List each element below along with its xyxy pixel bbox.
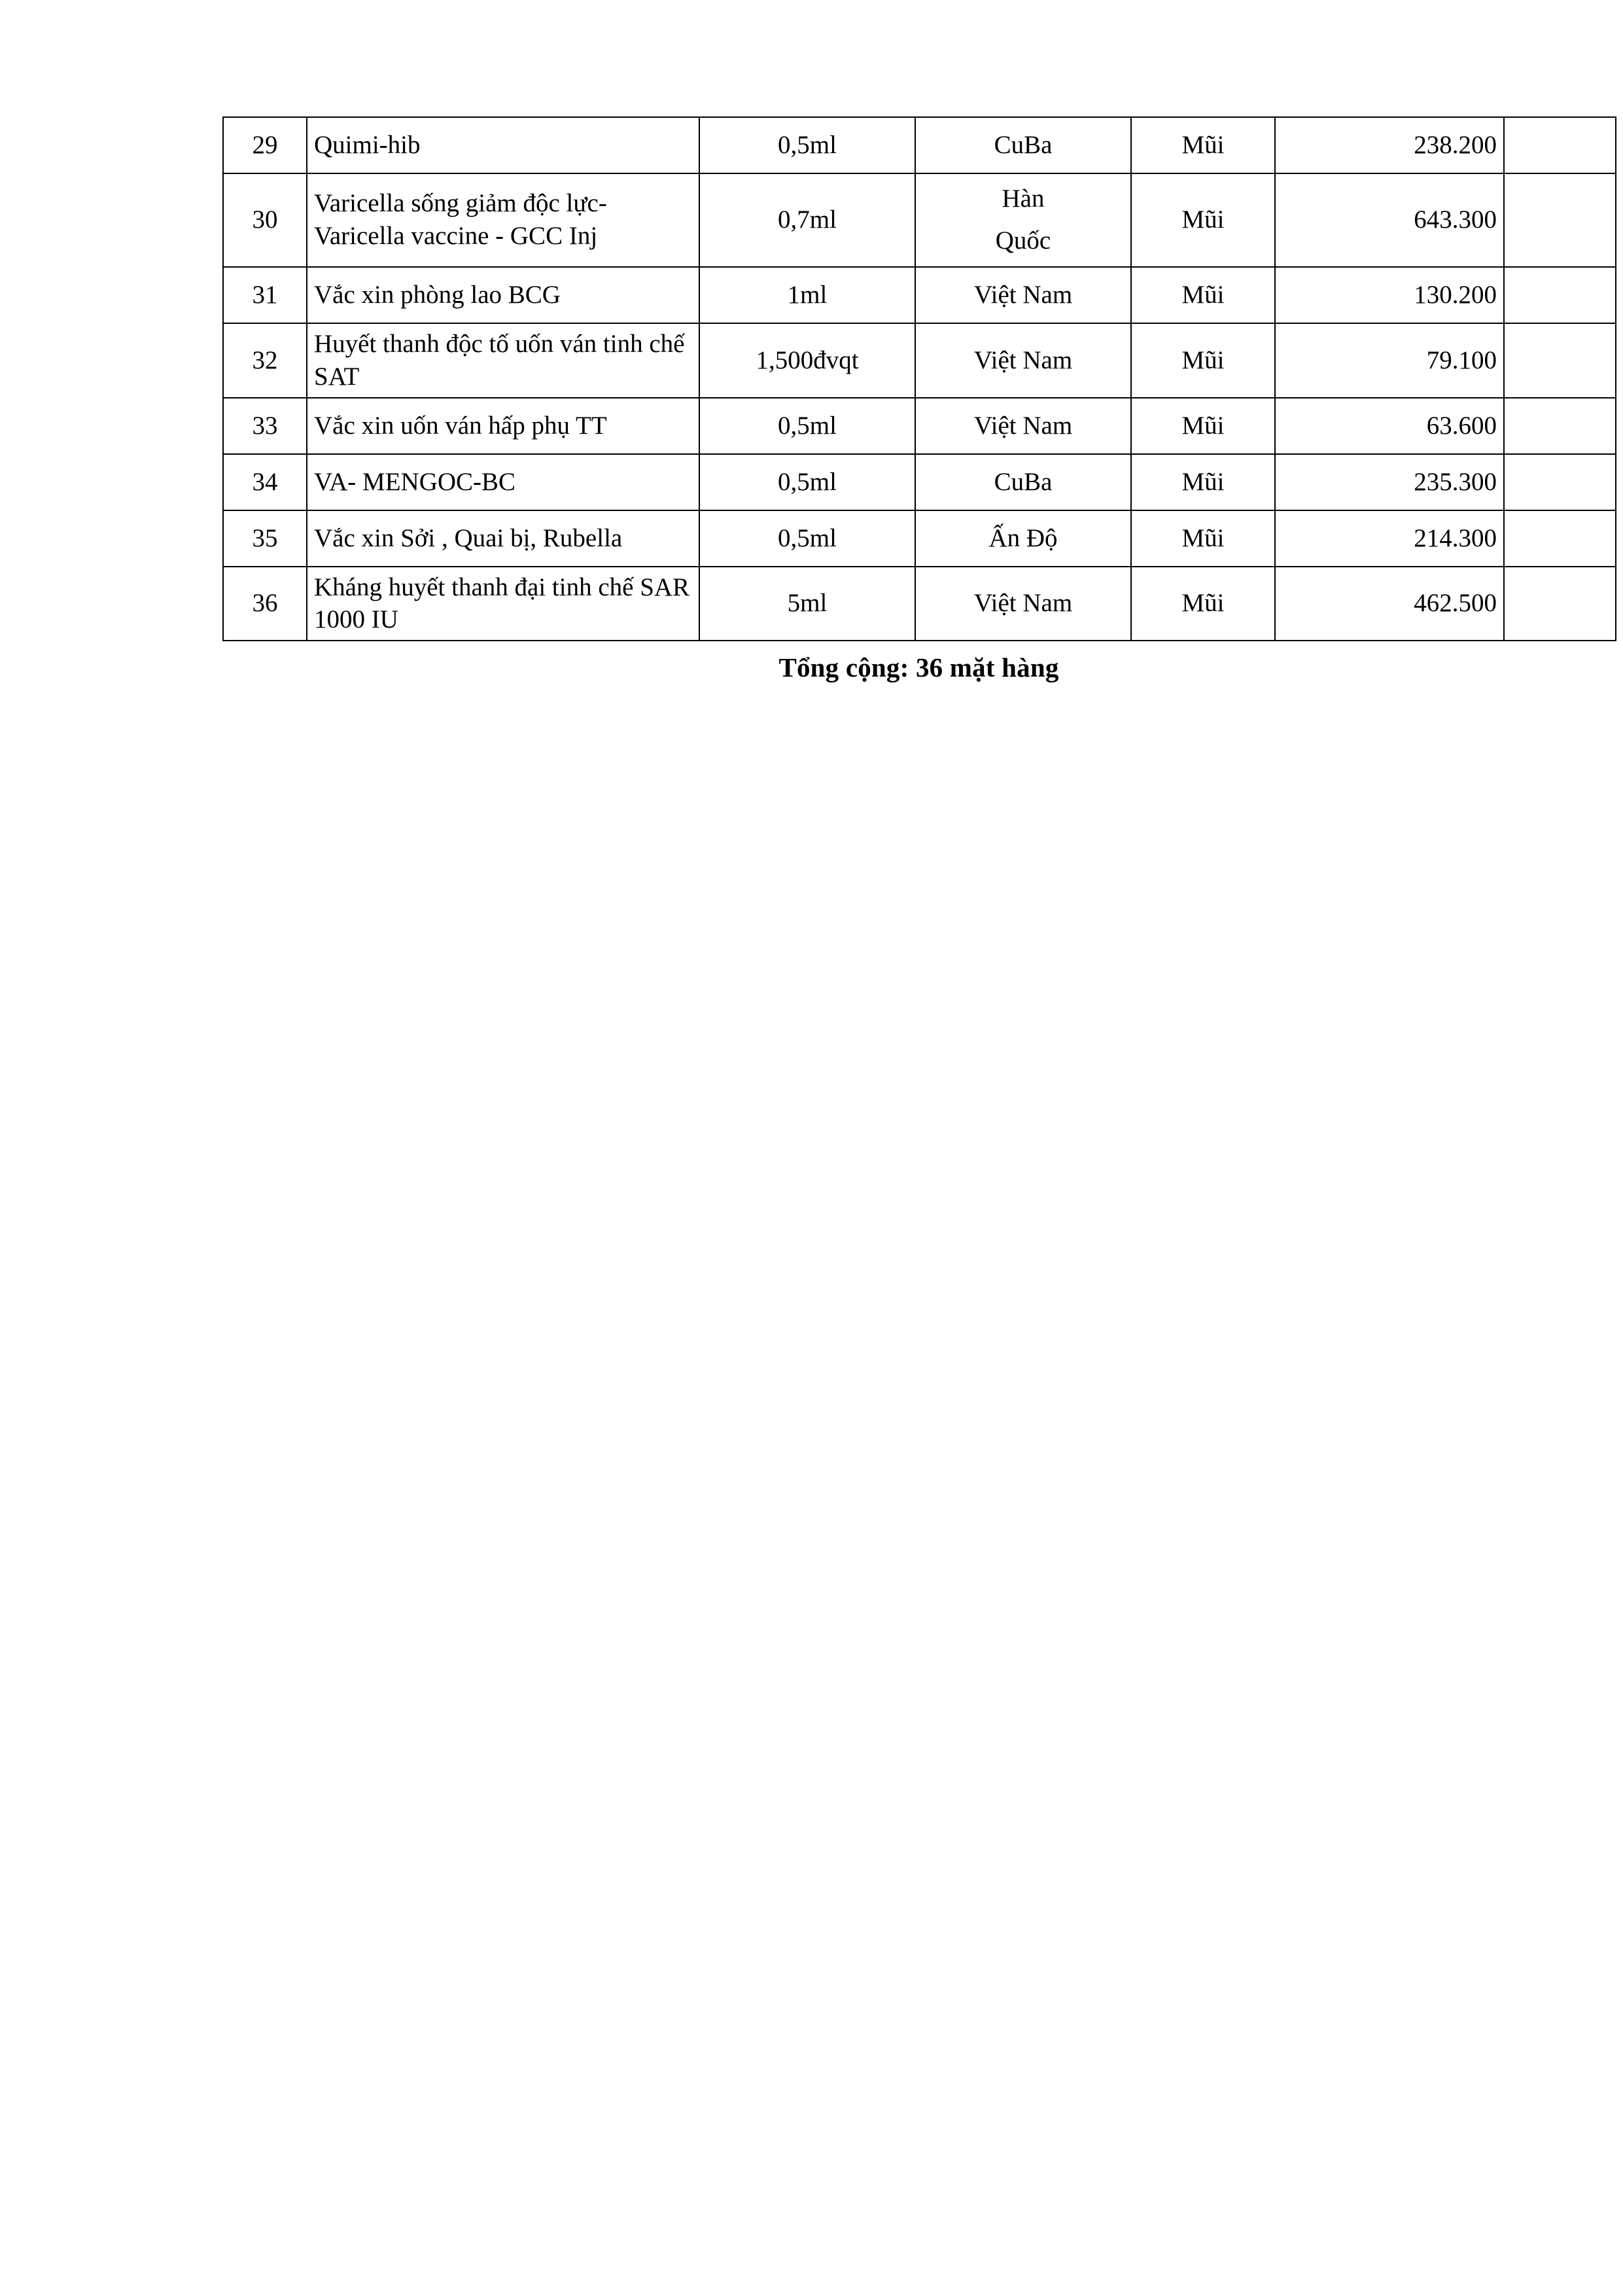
product-note <box>1504 117 1616 173</box>
product-price: 214.300 <box>1275 510 1504 567</box>
product-dose: 1ml <box>699 267 915 323</box>
row-index: 32 <box>223 323 307 398</box>
product-unit: Mũi <box>1131 117 1275 173</box>
table-row <box>223 454 1616 510</box>
product-dose: 5ml <box>699 567 915 641</box>
product-note <box>1504 398 1616 454</box>
product-origin: Ấn Độ <box>915 510 1131 567</box>
product-unit: Mũi <box>1131 567 1275 641</box>
row-index: 34 <box>223 454 307 510</box>
product-origin <box>915 173 1131 267</box>
product-name: Huyết thanh độc tố uốn ván tinh chế SAT <box>307 323 699 398</box>
row-index: 31 <box>223 267 307 323</box>
product-unit: Mũi <box>1131 323 1275 398</box>
product-price: 79.100 <box>1275 323 1504 398</box>
product-note <box>1504 567 1616 641</box>
product-price: 130.200 <box>1275 267 1504 323</box>
product-price: 462.500 <box>1275 567 1504 641</box>
row-index: 29 <box>223 117 307 173</box>
table-row <box>223 117 1616 173</box>
product-name: Vắc xin Sởi , Quai bị, Rubella <box>307 510 699 567</box>
product-name: Vắc xin uốn ván hấp phụ TT <box>307 398 699 454</box>
product-dose: 0,5ml <box>699 454 915 510</box>
product-dose: 0,7ml <box>699 173 915 267</box>
product-unit: Mũi <box>1131 454 1275 510</box>
product-origin-line2: Quốc <box>995 226 1051 255</box>
product-note <box>1504 173 1616 267</box>
row-index: 33 <box>223 398 307 454</box>
table-row <box>223 323 1616 398</box>
row-index: 36 <box>223 567 307 641</box>
product-price: 235.300 <box>1275 454 1504 510</box>
product-origin: CuBa <box>915 454 1131 510</box>
table-row <box>223 173 1616 267</box>
product-name: VA- MENGOC-BC <box>307 454 699 510</box>
product-note <box>1504 267 1616 323</box>
product-name: Vắc xin phòng lao BCG <box>307 267 699 323</box>
product-name: Varicella sống giảm độc lực-Varicella vaccine - GCC Inj <box>307 173 699 267</box>
row-index: 30 <box>223 173 307 267</box>
product-dose: 0,5ml <box>699 510 915 567</box>
product-dose: 0,5ml <box>699 398 915 454</box>
product-dose: 0,5ml <box>699 117 915 173</box>
total-summary: Tổng cộng: 36 mặt hàng <box>778 652 1059 683</box>
product-unit: Mũi <box>1131 510 1275 567</box>
price-table <box>222 116 1616 641</box>
product-price: 643.300 <box>1275 173 1504 267</box>
product-origin: Việt Nam <box>915 323 1131 398</box>
table-row <box>223 267 1616 323</box>
product-unit: Mũi <box>1131 398 1275 454</box>
product-origin: Việt Nam <box>915 398 1131 454</box>
product-note <box>1504 323 1616 398</box>
table-row <box>223 567 1616 641</box>
product-price: 63.600 <box>1275 398 1504 454</box>
product-note <box>1504 510 1616 567</box>
product-unit: Mũi <box>1131 173 1275 267</box>
product-origin-line1: Hàn <box>1002 185 1045 213</box>
product-dose: 1,500đvqt <box>699 323 915 398</box>
product-origin: Việt Nam <box>915 267 1131 323</box>
product-name: Kháng huyết thanh đại tinh chế SAR 1000 IU <box>307 567 699 641</box>
product-origin: CuBa <box>915 117 1131 173</box>
table-row <box>223 398 1616 454</box>
product-name: Quimi-hib <box>307 117 699 173</box>
product-unit: Mũi <box>1131 267 1275 323</box>
product-origin: Việt Nam <box>915 567 1131 641</box>
product-note <box>1504 454 1616 510</box>
row-index: 35 <box>223 510 307 567</box>
product-price: 238.200 <box>1275 117 1504 173</box>
table-row <box>223 510 1616 567</box>
